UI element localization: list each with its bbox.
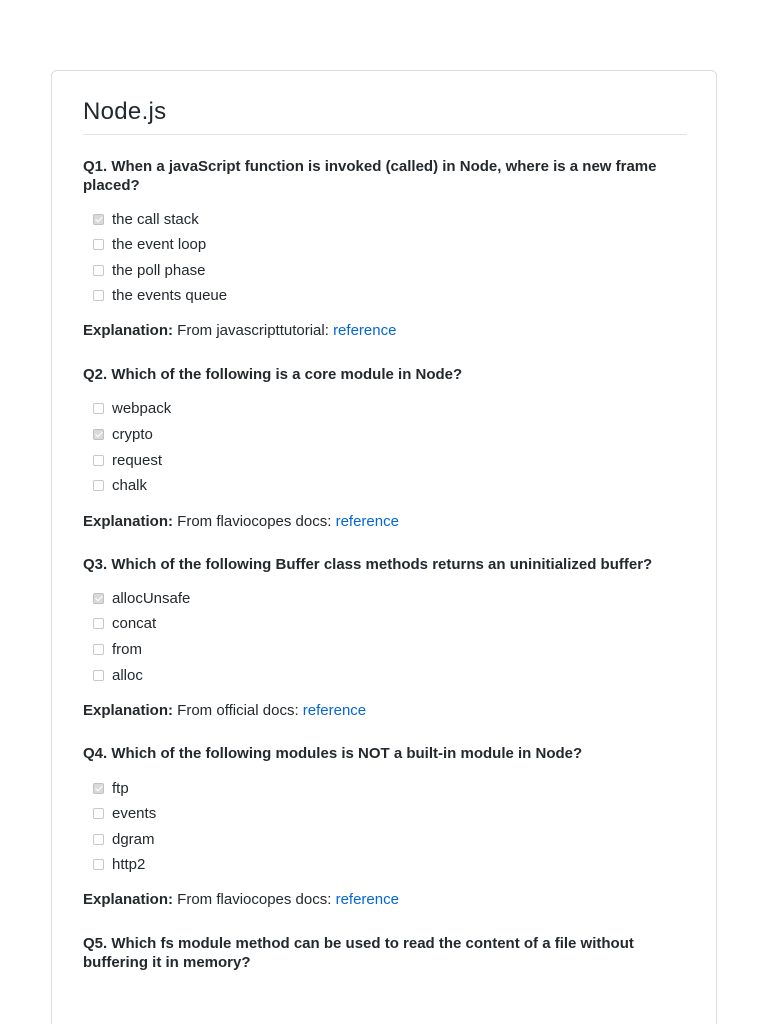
q4-option-2[interactable] [93,804,156,822]
option-label: alloc [112,666,143,684]
q3-option-1[interactable] [93,589,190,607]
option-label: concat [112,614,157,632]
reference-link[interactable]: reference [335,891,399,908]
checkbox-icon[interactable] [93,239,104,250]
q3-option-4[interactable] [93,666,143,684]
reference-link[interactable]: reference [333,322,397,339]
option-label: the event loop [112,235,207,253]
explanation-label: Explanation: [83,322,174,339]
question-2: Q2. Which of the following is a core module in Node? [83,366,463,383]
explanation-text: From flaviocopes docs: [173,513,336,530]
q4-option-4[interactable] [93,855,145,873]
option-label: the events queue [112,286,228,304]
option-label: the poll phase [112,261,206,279]
q2-explanation [83,513,399,530]
option-label: dgram [112,830,155,848]
q4-option-3[interactable] [93,830,155,848]
reference-link[interactable]: reference [335,513,399,530]
option-label: the call stack [112,210,199,228]
q2-option-1[interactable] [93,399,171,417]
checkbox-icon[interactable] [93,783,104,794]
checkbox-icon[interactable] [93,859,104,870]
checkbox-icon[interactable] [93,808,104,819]
checkbox-icon[interactable] [93,265,104,276]
explanation-label: Explanation: [83,702,174,719]
option-label: webpack [112,399,172,417]
q4-option-1[interactable] [93,779,129,797]
explanation-label: Explanation: [83,891,174,908]
q2-option-4[interactable] [93,476,147,494]
q1-option-1[interactable] [93,210,199,228]
option-label: ftp [112,779,129,797]
page-title: Node.js [83,98,167,125]
option-label: from [112,640,142,658]
explanation-text: From official docs: [173,702,303,719]
checkbox-icon[interactable] [93,290,104,301]
checkbox-icon[interactable] [93,429,104,440]
question-3: Q3. Which of the following Buffer class methods returns an uninitialized buffer? [83,556,653,573]
reference-link[interactable]: reference [302,702,367,719]
option-label: events [112,804,157,822]
question-5: Q5. Which fs module method can be used to read the content of a file without buffering it in memory? [83,935,634,971]
q2-option-2[interactable] [93,425,153,443]
title-divider [83,134,687,135]
question-4: Q4. Which of the following modules is NOT a built-in module in Node? [83,745,583,762]
checkbox-icon[interactable] [93,670,104,681]
q3-option-2[interactable] [93,614,156,632]
checkbox-icon[interactable] [93,618,104,629]
checkbox-icon[interactable] [93,214,104,225]
option-label: request [112,451,163,469]
q1-explanation [83,322,396,339]
option-label: allocUnsafe [112,589,191,607]
option-label: chalk [112,476,148,494]
checkbox-icon[interactable] [93,593,104,604]
checkbox-icon[interactable] [93,644,104,655]
checkbox-icon[interactable] [93,403,104,414]
checkbox-icon[interactable] [93,480,104,491]
q4-explanation [83,891,399,908]
explanation-label: Explanation: [83,513,174,530]
checkbox-icon[interactable] [93,834,104,845]
q3-explanation [83,702,366,719]
option-label: http2 [112,855,146,873]
q1-option-3[interactable] [93,261,205,279]
q3-option-3[interactable] [93,640,142,658]
option-label: crypto [112,425,153,443]
checkbox-icon[interactable] [93,455,104,466]
explanation-text: From javascripttutorial: [173,322,334,339]
q1-option-4[interactable] [93,286,227,304]
explanation-text: From flaviocopes docs: [173,891,336,908]
q2-option-3[interactable] [93,451,162,469]
q1-option-2[interactable] [93,235,206,253]
question-1: Q1. When a javaScript function is invoked (called) in Node, where is a new frame placed? [83,158,657,194]
